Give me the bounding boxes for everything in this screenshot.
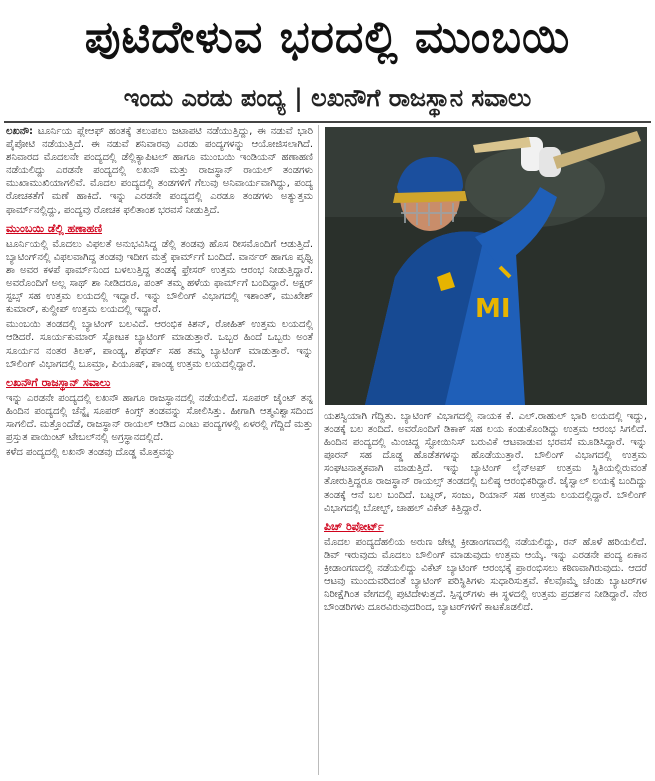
section1-paragraph-1: ಟೂರ್ನಿಯಲ್ಲಿ ಮೊದಲು ವಿಫಲತೆ ಅನುಭವಿಸಿದ್ದ ಡೆಲ್ಲಿ ತಂಡವು ಹೊಸ ರೀಸಮೊಂದಿಗೆ ಆಡುತ್ತಿದೆ. ಬ್ಯಾಟಿಂಗ್‌ನಲ್ಲಿ ವಿಫಲವಾಗಿದ್ದ ತಂಡವು ಇದೀಗ ಮತ್ತೆ ಫಾರ್ಮ್‌ಗೆ ಬಂದಿದೆ. ವಾರ್ನರ್ ಹಾಗೂ ಪೃಥ್ವಿ ಶಾ ಅವರ ಕಳಪೆ ಫಾರ್ಮ್‌ನಿಂದ ಬಳಲುತ್ತಿದ್ದ ತಂಡಕ್ಕೆ ಫ್ರೇಸರ್ ಉತ್ತಮ ಆರಂಭ ನೀಡುತ್ತಿದ್ದಾರೆ. ಅವರೊಂದಿಗೆ ಅಲ್ಲ ಸಾಥ್ ಶಾ ನೀಡಿದರೂ, ಪಂತ್ ತಮ್ಮ ಹಳೆಯ ಫಾರ್ಮ್‌ಗೆ ಬಂದಿದ್ದಾರೆ. ಅಕ್ಷರ್ ಸ್ಟಬ್ಸ್ ಸಹ ಉತ್ತಮ ಲಯದಲ್ಲಿ ಇದ್ದಾರೆ. ಇನ್ನು ಬೌಲಿಂಗ್ ವಿಭಾಗದಲ್ಲಿ ಇಶಾಂತ್, ಮುಖೇಶ್ ಕುಮಾರ್, ಕುಲ್ದೀಪ್ ಉತ್ತಮ ಲಯದಲ್ಲಿ ಇದ್ದಾರೆ. <box>6 238 313 316</box>
section2-paragraph-1: ಇನ್ನು ಎರಡನೇ ಪಂದ್ಯದಲ್ಲಿ ಲಖನೌ ಹಾಗೂ ರಾಜಸ್ಥಾನದಲ್ಲಿ ನಡೆಯಲಿದೆ. ಸೂಪರ್ ಜೈಂಟ್ ತನ್ನ ಹಿಂದಿನ ಪಂದ್ಯದಲ್ಲಿ ಚೆನ್ನೈ ಸೂಪರ್ ಕಿಂಗ್ಸ್ ತಂಡವನ್ನು ಸೋಲಿಸಿತ್ತು. ಹೀಗಾಗಿ ಆತ್ಮವಿಶ್ವಾಸದಿಂದ ಸಾಗಲಿದೆ. ಮತ್ತೊಂದೆಡೆ, ರಾಜಸ್ಥಾನ್ ರಾಯಲ್ ಆಡಿದ ಎಂಟು ಪಂದ್ಯಗಳಲ್ಲಿ ಏಳರಲ್ಲಿ ಗೆದ್ದಿದೆ ಮತ್ತು ಪ್ರಸ್ತುತ ಪಾಯಿಂಟ್ ಟೇಬಲ್‌ನಲ್ಲಿ ಅಗ್ರಸ್ಥಾನದಲ್ಲಿದೆ. <box>6 392 313 444</box>
dateline: ಲಖನೌ: <box>6 126 34 137</box>
pitch-paragraph-1: ಮೊದಲ ಪಂದ್ಯದೆಹಲಿಯ ಅರುಣ ಜೇಟ್ಲಿ ಕ್ರೀಡಾಂಗಣದಲ್ಲಿ ನಡೆಯಲಿದ್ದು, ರನ್ ಹೊಳೆ ಹರಿಯಲಿದೆ. ಡಿವ್ ಇರುವುದು ಮೊದಲು ಬೌಲಿಂಗ್ ಮಾಡುವುದು ಉತ್ತಮ ಆಯ್ಕೆ. ಇನ್ನು ಎರಡನೇ ಪಂದ್ಯ ಏಕಾನ ಕ್ರೀಡಾಂಗಣದಲ್ಲಿ ನಡೆಯಲಿದ್ದು ವಿಕೆಟ್ ಬ್ಯಾಟಿಂಗ್ ಆರಂಭಕ್ಕೆ ಪ್ರಾರಂಭಿಸಲು ಕಠಿಣವಾಗಿರುವುದು. ಆದರೆ ಆಟವು ಮುಂದುವರಿದಂತೆ ಬ್ಯಾಟಿಂಗ್ ಪರಿಸ್ಥಿತಿಗಳು ಸುಧಾರಿಸುತ್ತವೆ. ಕೆಲವೊಮ್ಮೆ ಚೆಂಡು ಬ್ಯಾಟರ್‌ಗಳ ನಿರೀಕ್ಷೆಗಿಂತ ವೇಗದಲ್ಲಿ ಪುಟಿದೇಳುತ್ತದೆ. ಸ್ಪಿನ್ನರ್‌ಗಳು ಈ ಸ್ಥಳದಲ್ಲಿ ಉತ್ತಮ ಪ್ರದರ್ಶನ ನೀಡಿದ್ದಾರೆ. ನೇರ ಬೌಂಡರಿಗಳು ದೂರವಿರುವುದರಿಂದ, ಬ್ಯಾಟರ್‌ಗಳಿಗೆ ಕಾಟಕೊಡಲಿದೆ. <box>324 536 647 614</box>
article-column-left <box>6 125 313 775</box>
intro-paragraph <box>6 125 313 217</box>
col2-paragraph-1: ಯಶಸ್ವಿಯಾಗಿ ಗೆದ್ದಿತು. ಬ್ಯಾಟಿಂಗ್ ವಿಭಾಗದಲ್ಲಿ ನಾಯಕ ಕೆ. ಎಲ್.ರಾಹುಲ್ ಭಾರಿ ಲಯದಲ್ಲಿ ಇದ್ದು, ತಂಡಕ್ಕೆ ಬಲ ತಂದಿದೆ. ಅವರೊಂದಿಗೆ ಡಿಕಾಕ್ ಸಹ ಲಯ ಕಂಡುಕೊಂಡಿದ್ದು ಉತ್ತಮ ಆರಂಭ ಸಿಗಲಿದೆ. ಹಿಂದಿನ ಪಂದ್ಯದಲ್ಲಿ ಮಿಂಚಿದ್ದ ಸ್ಟೋಯಿನಿಸ್ ಬರುವಿಕೆ ಆಟವಾಡುವ ಭರವಸೆ ಮೂಡಿಸಿದ್ದಾರೆ. ಇನ್ನು ಪೂರನ್ ಸಹ ದೊಡ್ಡ ಹೊಡೆತಗಳನ್ನು ಹೊಡೆಯುತ್ತಾರೆ. ಬೌಲಿಂಗ್ ವಿಭಾಗದಲ್ಲಿ ಉತ್ತಮ ಸಂಘಟನಾತ್ಮಕವಾಗಿ ಮಾಡುತ್ತಿದೆ. ಇನ್ನು ಬ್ಯಾಟಿಂಗ್ ಲೈನ್‌ಅಪ್ ಉತ್ತಮ ಸ್ಥಿತಿಯಲ್ಲಿರುವಂತೆ ತೋರುತ್ತಿದ್ದರೂ ರಾಜಸ್ಥಾನ್ ರಾಯಲ್ಸ್ ತಂಡದಲ್ಲಿ ಬಲಿಷ್ಠ ಆರಂಭಿಕರಿದ್ದಾರೆ. ಜೈಸ್ವಾಲ್ ಲಯಕ್ಕೆ ಬಂದಿದ್ದು ತಂಡಕ್ಕೆ ಆನೆ ಬಲ ಬಂದಿದೆ. ಬಟ್ಲರ್, ಸಂಜು, ರಿಯಾನ್ ಸಹ ಉತ್ತಮ ಲಯದಲ್ಲಿದ್ದಾರೆ. ಬೌಲಿಂಗ್ ವಿಭಾಗದಲ್ಲಿ ಬೋಲ್ಟ್, ಚಾಹಲ್ ವಿಕೆಟ್ ಕಿತ್ತಿದ್ದಾರೆ. <box>324 411 647 514</box>
column-divider <box>318 125 319 775</box>
intro-text: ಟೂರ್ನಿಯ ಪ್ಲೇಆಫ್ ಹಂತಕ್ಕೆ ತಲುಪಲು ಜಟಾಪಟಿ ನಡೆಯುತ್ತಿದ್ದು, ಈ ನಡುವೆ ಭಾರಿ ಪೈಪೋಟಿ ನಡೆಯುತ್ತಿದೆ. ಈ ನಡುವೆ ಶನಿವಾರವು ಎರಡು ಪಂದ್ಯಗಳನ್ನು ಆಯೋಜಿಸಲಾಗಿದೆ. ಶನಿವಾರದ ಮೊದಲನೇ ಪಂದ್ಯದಲ್ಲಿ ಡೆಲ್ಲಿಕ್ಯಾಪಿಟಲ್ ಹಾಗೂ ಮುಂಬಯಿ ಇಂಡಿಯನ್ ಹಣಾಹಣಿ ನಡೆಯಲಿದ್ದು ಎರಡನೇ ಪಂದ್ಯದಲ್ಲಿ ಲಖನೌ ಮತ್ತು ರಾಜಸ್ಥಾನ್ ರಾಯಲ್ ತಂಡಗಳು ಮುಖಾಮುಖಿಯಾಗಲಿವೆ. ಮೊದಲ ಪಂದ್ಯದಲ್ಲಿ ತಂಡಗಳಿಗೆ ಗೆಲುವು ಅನಿವಾರ್ಯವಾಗಿದ್ದು, ಪಂದ್ಯ ರೋಚಕತೆಗೆ ಮಣೆ ಹಾಕಿದೆ. ಇನ್ನು ಎರಡನೇ ಪಂದ್ಯದಲ್ಲಿ ಎರಡೂ ತಂಡಗಳು ಅತ್ಯುತ್ತಮ ಫಾರ್ಮ್‌ನಲ್ಲಿದ್ದು, ಪಂದ್ಯವು ರೋಚಕ ಫಲಿತಾಂಶ ಭರವಸೆ ನೀಡುತ್ತಿದೆ. <box>6 126 313 216</box>
headline: ಪುಟಿದೇಳುವ ಭರದಲ್ಲಿ ಮುಂಬಯಿ <box>84 12 571 63</box>
section-title-lucknow-rajasthan: ಲಖನೌಗೆ ರಾಜಸ್ಥಾನ್ ಸವಾಲು <box>6 375 111 389</box>
section1-paragraph-2: ಮುಂಬಯಿ ತಂಡದಲ್ಲಿ ಬ್ಯಾಟಿಂಗ್ ಬಲವಿದೆ. ಆರಂಭಿಕ ಕಿಶನ್, ರೋಹಿತ್ ಉತ್ತಮ ಲಯದಲ್ಲಿ ಆಡಿದರೆ. ಸೂರ್ಯಕುಮಾರ್ ಸ್ಫೋಟಕ ಬ್ಯಾಟಿಂಗ್ ಮಾಡುತ್ತಾರೆ. ಒಬ್ಬರ ಹಿಂದೆ ಒಬ್ಬರು ಅಂತೆ ಸೂರ್ಯನ ನಂತರ ತಿಲಕ್, ಪಾಂಡ್ಯ, ಶೆಫರ್ಡ್ ಸಹ ತಮ್ಮ ಬ್ಯಾಟಿಂಗ್ ಮಾಡುತ್ತಾರೆ. ಇನ್ನು ಬೌಲಿಂಗ್ ವಿಭಾಗದಲ್ಲಿ ಬೂಮ್ರಾ, ಪಿಯೂಷ್, ಪಾಂಡ್ಯ ಉತ್ತಮ ಲಯದಲ್ಲಿದ್ದಾರೆ. <box>6 319 313 370</box>
section-title-pitch-report: ಪಿಚ್ ರಿಪೋರ್ಟ್ <box>324 519 384 533</box>
article-column-right <box>324 410 647 775</box>
subheadline: ಇಂದು ಎರಡು ಪಂದ್ಯ | ಲಖನೌಗೆ ರಾಜಸ್ಥಾನ ಸವಾಲು <box>123 83 532 112</box>
cricket-player-photo <box>325 127 647 405</box>
jersey-logo: MI <box>475 294 511 324</box>
section2-paragraph-2: ಕಳೆದ ಪಂದ್ಯದಲ್ಲಿ ಲಖನೌ ತಂಡವು ದೊಡ್ಡ ಮೊತ್ತವನ್ನು <box>6 447 176 459</box>
batsman-illustration <box>325 127 647 405</box>
header-rule <box>4 121 651 123</box>
section-title-mumbai-delhi: ಮುಂಬಯಿ ಡೆಲ್ಲಿ ಹಣಾಹಣಿ <box>6 221 102 235</box>
